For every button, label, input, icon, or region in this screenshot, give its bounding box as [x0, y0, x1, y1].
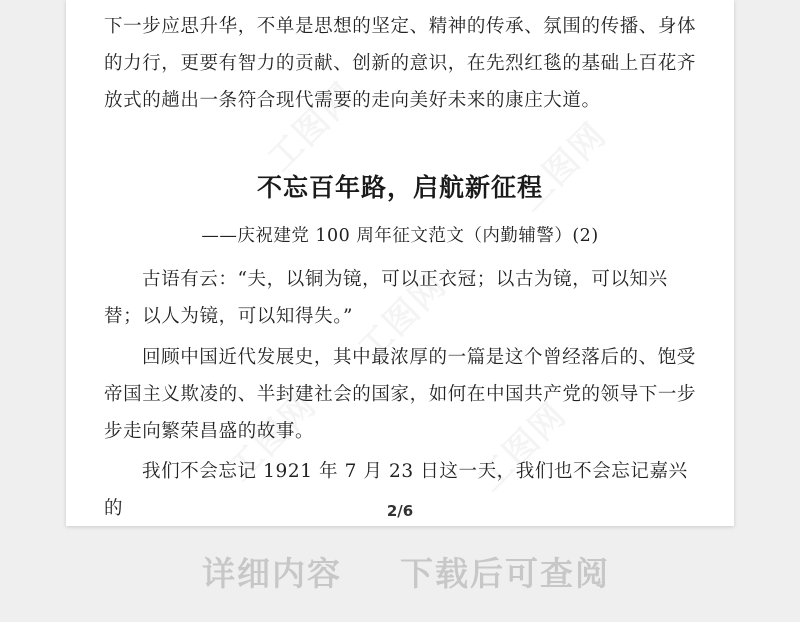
document-page [66, 0, 734, 526]
intro-paragraph: 下一步应思升华，不单是思想的坚定、精神的传承、氛围的传播、身体的力行，更要有智力的贡献、创新的意识，在先烈红毯的基础上百花齐放式的趟出一条符合现代需要的走向美好未来的康庄大道。 [104, 16, 697, 111]
paragraph: 回顾中国近代发展史，其中最浓厚的一篇是这个曾经落后的、饱受帝国主义欺凌的、半封建社会的国家，如何在中国共产党的领导下一步步走向繁荣昌盛的故事。 [104, 347, 697, 442]
paragraph: 古语有云：“夫，以铜为镜，可以正衣冠；以古为镜，可以知兴替；以人为镜，可以知得失。” [104, 269, 668, 327]
download-label: 下载后可查阅 [400, 554, 610, 593]
page-number: 2/6 [386, 502, 414, 520]
article-subtitle: ——庆祝建党 100 周年征文范文（内勤辅警）(2) [201, 226, 599, 246]
preview-notice [0, 548, 800, 592]
details-label: 详细内容 [202, 554, 342, 593]
paragraph: 我们不会忘记 1921 年 7 月 23 日这一天，我们也不会忘记嘉兴的 [104, 461, 688, 519]
article-title: 不忘百年路，启航新征程 [256, 173, 543, 202]
